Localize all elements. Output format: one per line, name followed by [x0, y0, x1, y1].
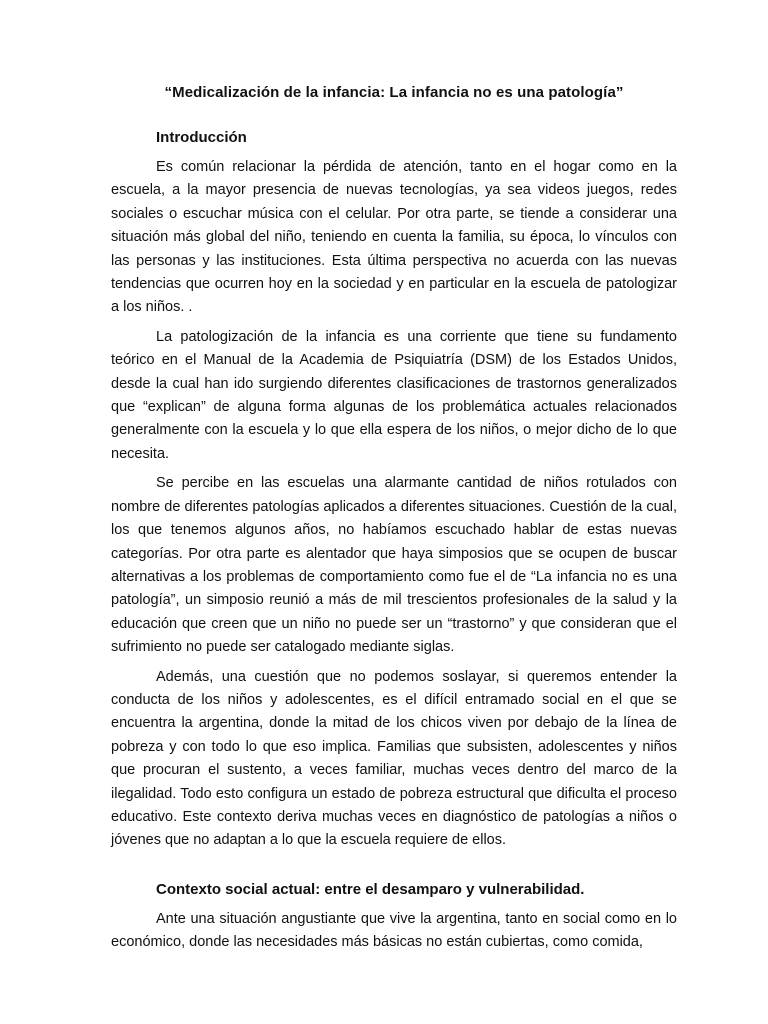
paragraph: Se percibe en las escuelas una alarmante cantidad de niños rotulados con nombre de diferentes patologías aplicados a diferentes situaciones. Cuestión de la cual, los que tenemos algunos años, no habíamos escuchado hablar de estas nuevas categorías. Por otra parte es alentador que haya simposios que se ocupen de buscar alternativas a los problemas de comportamiento como fue el de “La infancia no es una patología”, un simposio reunió a más de mil trescientos profesionales de la salud y la educación que creen que un niño no puede ser un “trastorno” y que consideran que el sufrimiento no puede ser catalogado mediante siglas. [111, 475, 677, 656]
section-heading-introduccion: Introducción [156, 129, 247, 146]
paragraph: La patologización de la infancia es una corriente que tiene su fundamento teórico en el Manual de la Academia de Psiquiatría (DSM) de los Estados Unidos, desde la cual han ido surgiendo diferentes clasificaciones de trastornos generalizados que “explican” de alguna forma algunas de los problemática actuales relacionados generalmente con la escuela y lo que ella espera de los niños, o mejor dicho de lo que necesita. [111, 328, 677, 462]
document-page [111, 84, 677, 961]
document-title: “Medicalización de la infancia: La infancia no es una patología” [164, 84, 624, 101]
paragraph: Es común relacionar la pérdida de atención, tanto en el hogar como en la escuela, a la mayor presencia de nuevas tecnologías, ya sea videos juegos, redes sociales o escuchar música con el celular. Por otra parte, se tiende a considerar una situación más global del niño, teniendo en cuenta la familia, su época, lo vínculos con las personas y las instituciones. Esta última perspectiva no acuerda con las nuevas tendencias que ocurren hoy en la sociedad y en particular en la escuela de patologizar a los niños. . [111, 159, 677, 316]
section-heading-contexto-social: Contexto social actual: entre el desamparo y vulnerabilidad. [156, 880, 585, 898]
paragraph: Además, una cuestión que no podemos soslayar, si queremos entender la conducta de los niños y adolescentes, es el difícil entramado social en el que se encuentra la argentina, donde la mitad de los chicos viven por debajo de la línea de pobreza y con todo lo que eso implica. Familias que subsisten, adolescentes y niños que procuran el sustento, a veces familiar, muchas veces dentro del marco de la ilegalidad. Todo esto configura un estado de pobreza estructural que dificulta el proceso educativo. Este contexto deriva muchas veces en diagnóstico de patologías a niños o jóvenes que no adaptan a lo que la escuela requiere de ellos. [111, 668, 677, 849]
paragraph: Ante una situación angustiante que vive la argentina, tanto en social como en lo económico, donde las necesidades más básicas no están cubiertas, como comida, [111, 910, 677, 951]
